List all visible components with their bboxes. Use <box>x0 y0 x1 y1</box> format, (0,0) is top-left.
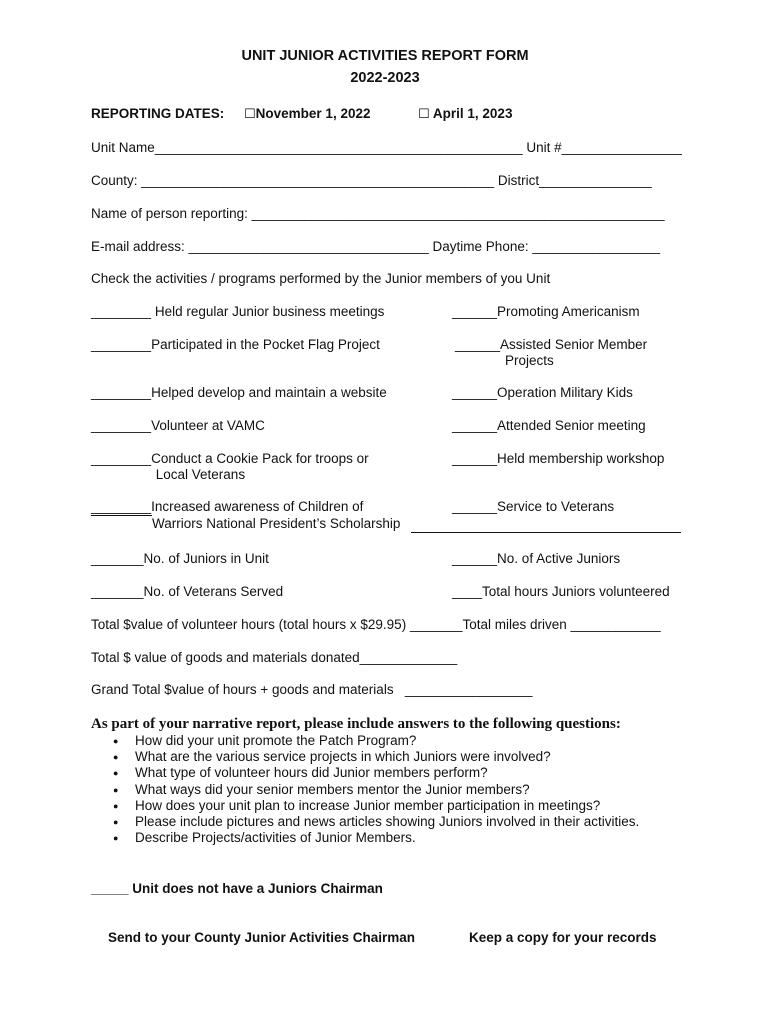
narrative-questions-list <box>90 733 639 846</box>
person-reporting-field[interactable]: Name of person reporting: _______________________________________________________ <box>91 206 665 221</box>
grand-total[interactable]: Grand Total $value of hours + goods and materials _________________ <box>91 682 533 697</box>
email-phone-field[interactable]: E-mail address: ________________________________ Daytime Phone: _________________ <box>91 239 660 254</box>
activity-senior-meeting[interactable]: ______Attended Senior meeting <box>452 418 646 433</box>
activity-children-of-warriors-line2: Warriors National President’s Scholarship <box>152 516 401 531</box>
activity-membership-workshop[interactable]: ______Held membership workshop <box>452 451 665 466</box>
checkbox-icon[interactable]: ☐ <box>418 107 430 122</box>
activities-instruction: Check the activities / programs performed by the Junior members of you Unit <box>91 271 551 286</box>
activity-cookie-pack-line2: Local Veterans <box>152 467 246 482</box>
activity-cookie-pack[interactable]: ________Conduct a Cookie Pack for troops or <box>91 451 369 466</box>
list-item: ● How does your unit plan to increase Junior member participation in meetings? <box>90 798 639 814</box>
list-item: ● What type of volunteer hours did Junior members perform? <box>90 765 639 781</box>
reporting-option-april[interactable] <box>418 106 512 122</box>
reporting-option-april-label: April 1, 2023 <box>429 106 513 121</box>
keep-copy-instruction: Keep a copy for your records <box>469 930 657 945</box>
count-veterans-served[interactable]: _______No. of Veterans Served <box>91 584 284 599</box>
reporting-dates-label: REPORTING DATES: <box>91 106 225 121</box>
unit-name-field[interactable]: Unit Name_________________________________________________ Unit #________________ <box>91 140 682 155</box>
activity-pocket-flag[interactable]: ________Participated in the Pocket Flag Project <box>91 337 380 352</box>
form-year: 2022-2023 <box>350 70 420 86</box>
county-field[interactable]: County: _______________________________________________ District_______________ <box>91 173 652 188</box>
count-total-hours[interactable]: ____Total hours Juniors volunteered <box>452 584 670 599</box>
activity-vamc[interactable]: ________Volunteer at VAMC <box>91 418 265 433</box>
count-juniors[interactable]: _______No. of Juniors in Unit <box>91 551 269 566</box>
count-active-juniors[interactable]: ______No. of Active Juniors <box>452 551 621 566</box>
list-item: ● Describe Projects/activities of Junior Members. <box>90 830 639 846</box>
total-value-hours[interactable]: Total $value of volunteer hours (total hours x $29.95) _______Total miles driven ____________ <box>91 617 661 632</box>
list-item: ● What ways did your senior members mentor the Junior members? <box>90 782 639 798</box>
section-divider <box>411 532 681 533</box>
activity-military-kids[interactable]: ______Operation Military Kids <box>452 385 633 400</box>
list-item: ● What are the various service projects in which Juniors were involved? <box>90 749 639 765</box>
activity-website[interactable]: ________Helped develop and maintain a website <box>91 385 387 400</box>
narrative-heading: As part of your narrative report, please include answers to the following questions: <box>91 716 621 732</box>
activity-senior-projects[interactable]: ______Assisted Senior Member <box>455 337 648 352</box>
total-goods-donated[interactable]: Total $ value of goods and materials donated_____________ <box>91 650 458 665</box>
reporting-option-november[interactable] <box>244 106 370 122</box>
no-juniors-chairman[interactable]: _____ Unit does not have a Juniors Chairman <box>91 881 383 896</box>
activity-americanism[interactable]: ______Promoting Americanism <box>452 304 640 319</box>
send-to-instruction: Send to your County Junior Activities Chairman <box>108 930 416 945</box>
list-item: ● Please include pictures and news articles showing Juniors involved in their activities. <box>90 814 639 830</box>
activity-children-of-warriors[interactable]: ________Increased awareness of Children of <box>91 499 364 514</box>
list-item: ● How did your unit promote the Patch Program? <box>90 733 639 749</box>
activity-business-meetings[interactable]: ________ Held regular Junior business meetings <box>91 304 385 319</box>
activity-service-veterans[interactable]: ______Service to Veterans <box>452 499 615 514</box>
reporting-option-november-label: November 1, 2022 <box>255 106 371 121</box>
underline-divider <box>91 515 152 516</box>
checkbox-icon[interactable]: ☐ <box>244 107 256 122</box>
activity-senior-projects-line2: Projects <box>505 353 554 368</box>
form-title: UNIT JUNIOR ACTIVITIES REPORT FORM <box>241 48 529 64</box>
